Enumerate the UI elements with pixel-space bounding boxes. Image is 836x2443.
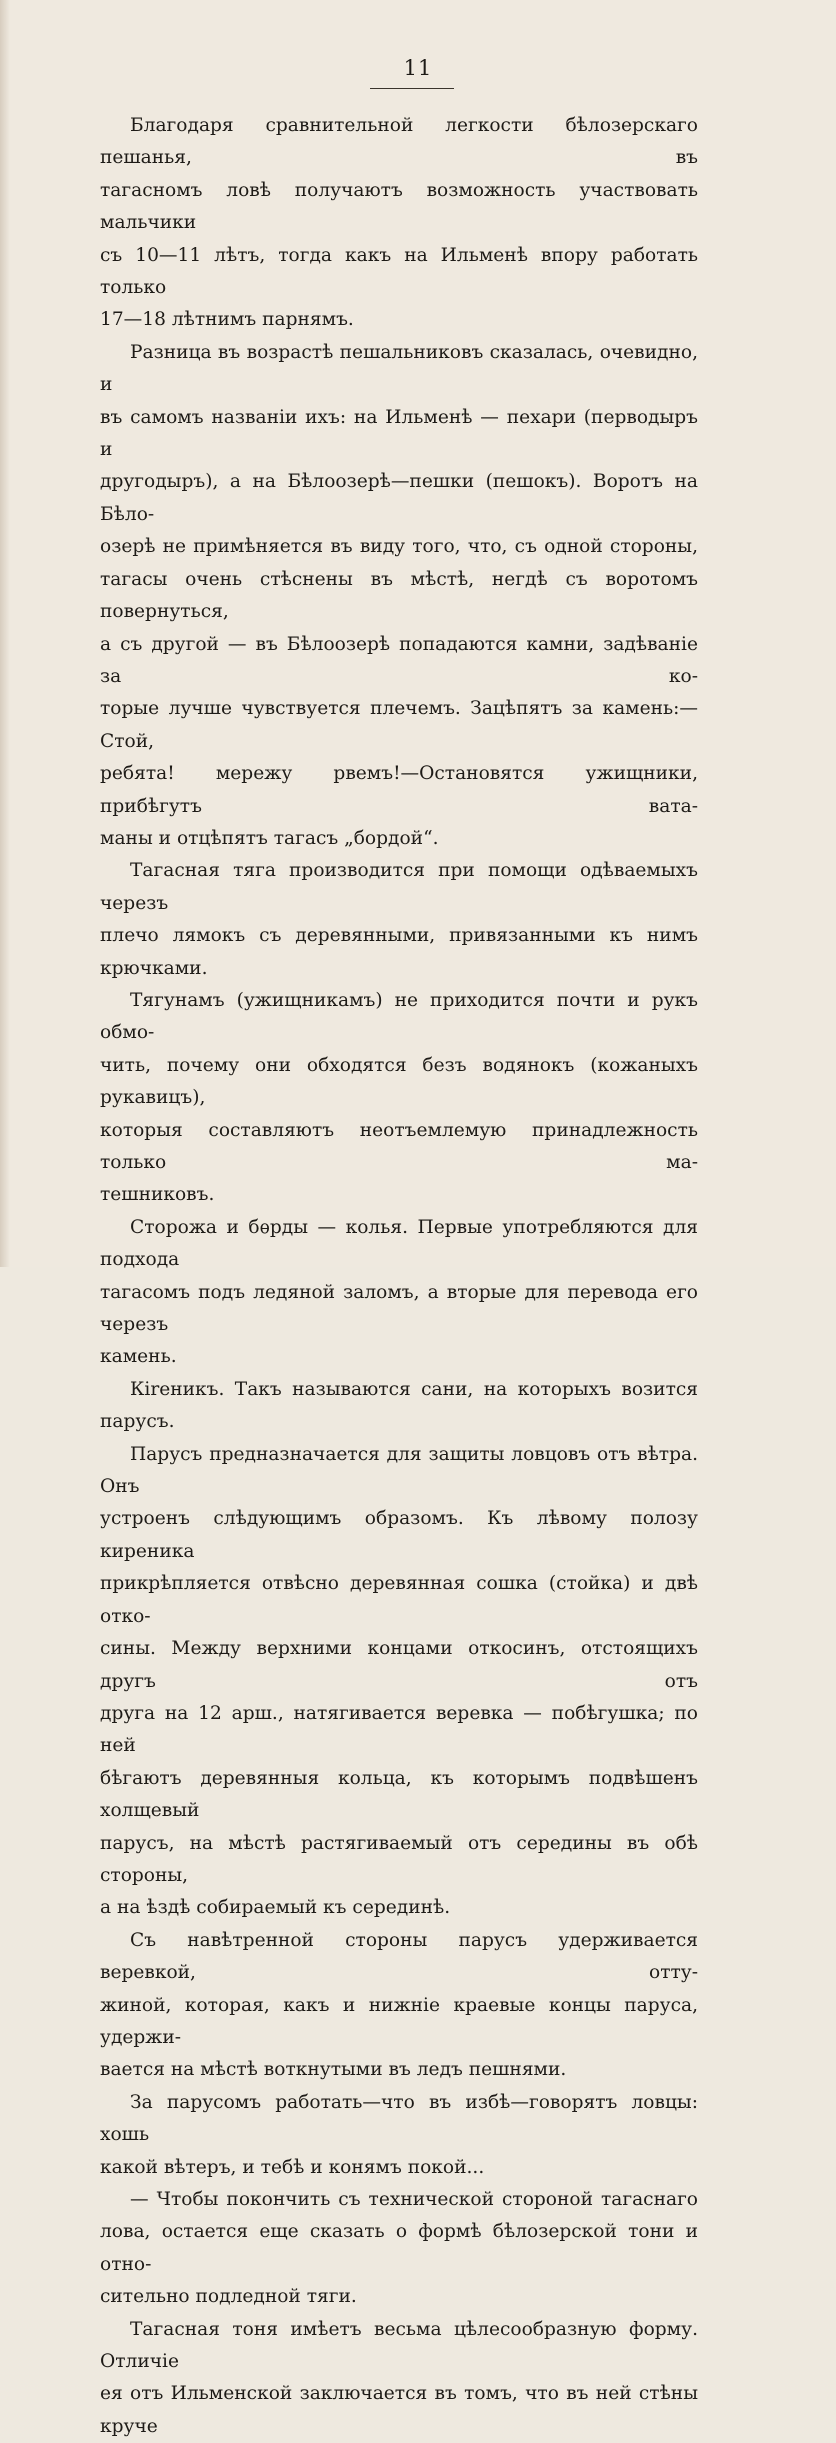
- text-line: Кireникъ. Такъ называются сани, на которыхъ возится: [130, 1378, 698, 1400]
- text-line: жиной, которая, какъ и нижніе краевые концы паруса, удержи-: [100, 1994, 698, 2048]
- text-line: прикрѣпляется отвѣсно деревянная сошка (стойка) и двѣ отко-: [100, 1573, 698, 1627]
- text-line: озерѣ не примѣняется въ виду того, что, съ одной стороны,: [100, 536, 698, 558]
- text-line: друга на 12 арш., натягивается веревка — побѣгушка; по ней: [100, 1702, 698, 1757]
- text-line: Тагасная тоня имѣетъ весьма цѣлесообразную форму. Отличіе: [100, 2318, 698, 2373]
- header-rule: [370, 88, 454, 89]
- text-line: ея отъ Ильменской заключается въ томъ, что въ ней стѣны круче: [100, 2383, 698, 2437]
- text-line: которыя составляютъ неотъемлемую принадлежность только ма-: [100, 1119, 698, 1173]
- text-line: сины. Между верхними концами откосинъ, отстоящихъ другъ отъ: [100, 1638, 698, 1692]
- text-line: тешниковъ.: [100, 1184, 215, 1206]
- text-line: другодыръ), а на Бѣлоозерѣ—пешки (пешокъ). Воротъ на Бѣло-: [100, 471, 698, 525]
- text-line: тагасы очень стѣснены въ мѣстѣ, негдѣ съ воротомъ повернуться,: [100, 568, 698, 623]
- text-line: парусъ.: [100, 1411, 175, 1433]
- text-line: плечо лямокъ съ деревянными, привязанными къ нимъ крючками.: [100, 925, 698, 979]
- text-line: Парусъ предназначается для защиты ловцовъ отъ вѣтра. Онъ: [100, 1443, 698, 1498]
- text-line: тагасномъ ловѣ получаютъ возможность участвовать мальчики: [100, 179, 698, 234]
- text-line: Благодаря сравнительной легкости бѣлозерскаго пешанья, въ: [100, 115, 698, 169]
- text-line: въ самомъ названіи ихъ: на Ильменѣ — пехари (перводыръ и: [100, 406, 698, 461]
- text-line: сительно подледной тяги.: [100, 2286, 357, 2308]
- text-line: торые лучше чувствуется плечемъ. Зацѣпятъ за камень:—Стой,: [100, 698, 698, 752]
- text-line: — Чтобы покончить съ технической стороной тагаснаго: [130, 2189, 698, 2210]
- text-line: тагасомъ подъ ледяной заломъ, а вторые для перевода его черезъ: [100, 1281, 698, 1336]
- text-line: вается на мѣстѣ воткнутыми въ ледъ пешнями.: [100, 2059, 567, 2081]
- body-text: [100, 110, 698, 2443]
- page-edge-shadow: [0, 0, 10, 1267]
- text-line: Тагасная тяга производится при помощи одѣваемыхъ черезъ: [100, 860, 698, 914]
- text-line: парусъ, на мѣстѣ растягиваемый отъ середины въ обѣ стороны,: [100, 1832, 698, 1886]
- text-line: какой вѣтеръ, и тебѣ и конямъ покой...: [100, 2156, 485, 2178]
- text-line: устроенъ слѣдующимъ образомъ. Къ лѣвому полозу киреника: [100, 1508, 698, 1562]
- text-line: За парусомъ работать—что въ избѣ—говорятъ ловцы: хошь: [100, 2091, 698, 2146]
- text-line: 17—18 лѣтнимъ парнямъ.: [100, 309, 354, 331]
- text-line: чить, почему они обходятся безъ водянокъ (кожаныхъ рукавицъ),: [100, 1054, 698, 1109]
- text-line: Тягунамъ (ужищникамъ) не приходится почти и рукъ обмо-: [100, 989, 698, 1044]
- text-line: лова, остается еще сказать о формѣ бѣлозерской тони и отно-: [100, 2221, 698, 2275]
- text-line: ребята! мережу рвемъ!—Остановятся ужищники, прибѣгутъ вата-: [100, 763, 698, 817]
- text-line: камень.: [100, 1346, 177, 1368]
- text-line: бѣгаютъ деревянныя кольца, къ которымъ подвѣшенъ холщевый: [100, 1767, 698, 1822]
- text-line: Разница въ возрастѣ пешальниковъ сказалась, очевидно, и: [100, 341, 698, 396]
- text-line: Сторожа и бѳрды — колья. Первые употребляются для подхода: [100, 1216, 698, 1271]
- text-line: маны и отцѣпятъ тагасъ „бордой“.: [100, 827, 439, 849]
- page-number: 11: [403, 56, 433, 80]
- text-line: а съ другой — въ Бѣлоозерѣ попадаются камни, задѣваніе за ко-: [100, 633, 698, 687]
- text-line: съ 10—11 лѣтъ, тогда какъ на Ильменѣ впору работать только: [100, 244, 698, 299]
- text-line: а на ѣздѣ собираемый къ серединѣ.: [100, 1897, 451, 1919]
- text-line: Съ навѣтренной стороны парусъ удерживается веревкой, отту-: [100, 1929, 698, 1984]
